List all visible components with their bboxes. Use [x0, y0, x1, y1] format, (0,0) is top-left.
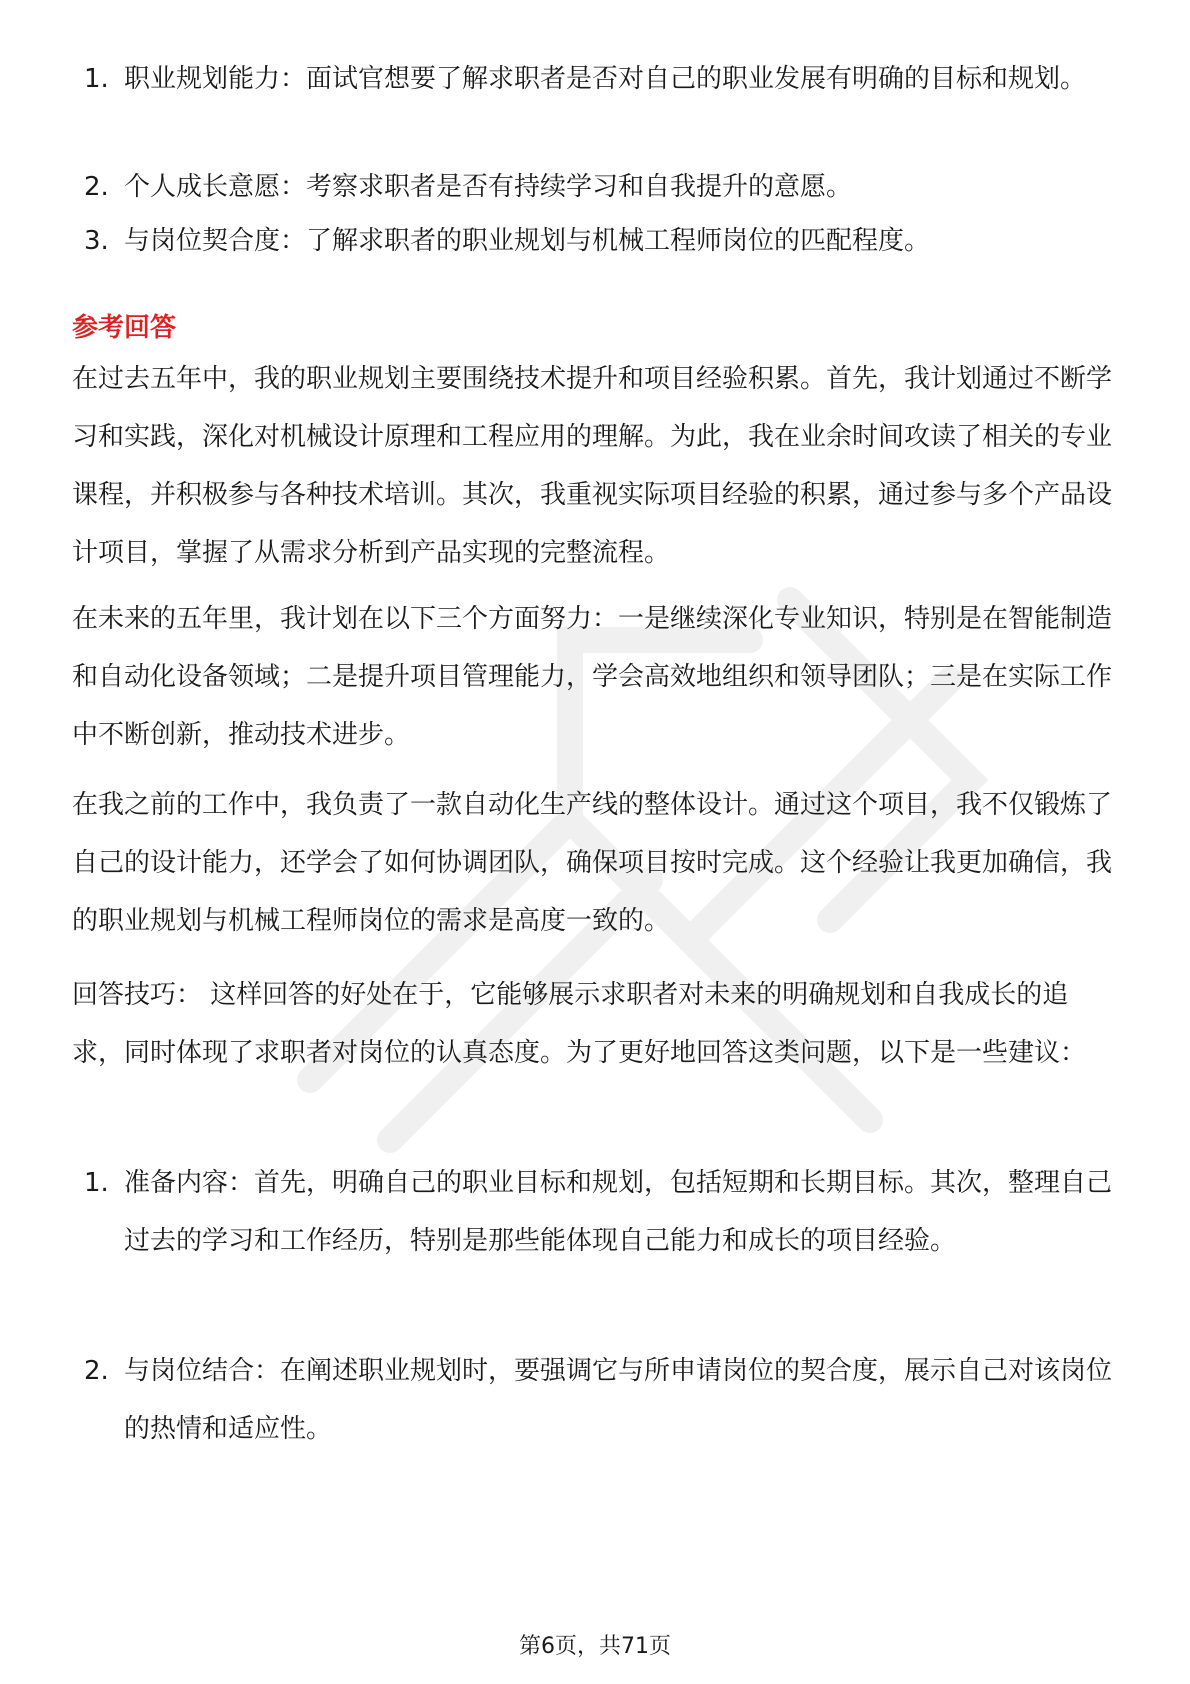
- list-item-text: 职业规划能力：面试官想要了解求职者是否对自己的职业发展有明确的目标和规划。: [124, 64, 1087, 94]
- list-item-number: 3.: [84, 226, 109, 256]
- list-item-number: 2.: [84, 172, 109, 202]
- answer-paragraph: 在我之前的工作中，我负责了一款自动化生产线的整体设计。通过这个项目，我不仅锻炼了自己的设计能力，还学会了如何协调团队，确保项目按时完成。这个经验让我更加确信，我的职业规划与机械工程师岗位的需求是高度一致的。: [72, 790, 1113, 936]
- answer-paragraph: 在过去五年中，我的职业规划主要围绕技术提升和项目经验积累。首先，我计划通过不断学习和实践，深化对机械设计原理和工程应用的理解。为此，我在业余时间攻读了相关的专业课程，并积极参与各种技术培训。其次，我重视实际项目经验的积累，通过参与多个产品设计项目，掌握了从需求分析到产品实现的完整流程。: [72, 364, 1113, 568]
- section-heading: 参考回答: [72, 313, 177, 343]
- answer-paragraph: 在未来的五年里，我计划在以下三个方面努力：一是继续深化专业知识，特别是在智能制造和自动化设备领域；二是提升项目管理能力，学会高效地组织和领导团队；三是在实际工作中不断创新，推动技术进步。: [72, 604, 1113, 750]
- list-item-text: 准备内容：首先，明确自己的职业目标和规划，包括短期和长期目标。其次，整理自己过去的学习和工作经历，特别是那些能体现自己能力和成长的项目经验。: [124, 1168, 1113, 1256]
- list-item-number: 2.: [84, 1356, 109, 1386]
- page-number-footer: 第6页，共71页: [519, 1634, 671, 1659]
- list-item-number: 1.: [84, 1168, 109, 1198]
- list-item-text: 与岗位契合度：了解求职者的职业规划与机械工程师岗位的匹配程度。: [124, 226, 931, 256]
- list-item-text: 与岗位结合：在阐述职业规划时，要强调它与所申请岗位的契合度，展示自己对该岗位的热情和适应性。: [124, 1356, 1113, 1444]
- list-item-number: 1.: [84, 64, 109, 94]
- tips-paragraph: 回答技巧： 这样回答的好处在于，它能够展示求职者对未来的明确规划和自我成长的追求，同时体现了求职者对岗位的认真态度。为了更好地回答这类问题，以下是一些建议：: [72, 980, 1087, 1068]
- list-item-text: 个人成长意愿：考察求职者是否有持续学习和自我提升的意愿。: [124, 172, 853, 202]
